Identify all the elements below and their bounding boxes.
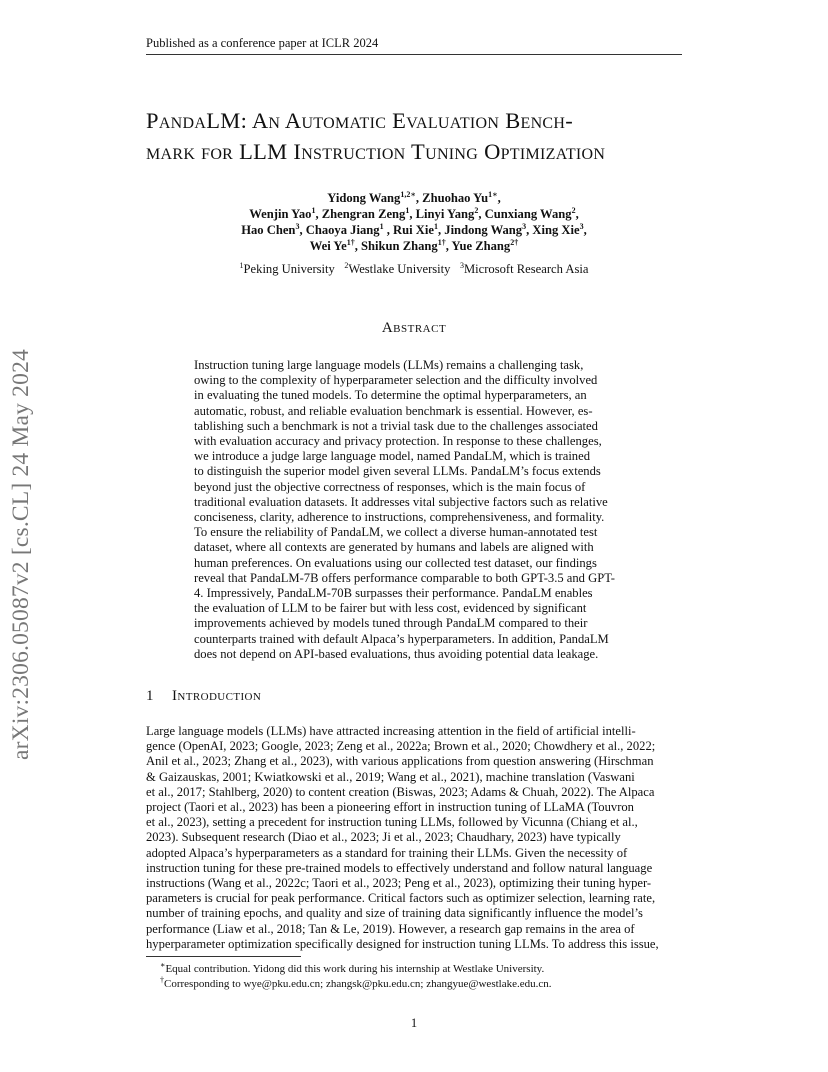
page-number: 1	[410, 1016, 418, 1030]
title-line-1: PandaLM: An Automatic Evaluation Bench-	[146, 108, 574, 133]
author-name: Zhengran Zeng	[321, 207, 406, 221]
intro-line: hyperparameter optimization specifically designed for instruction tuning LLMs. To address this issue,	[146, 936, 659, 951]
footnote-text: Corresponding to wye@pku.edu.cn; zhangsk@pku.edu.cn; zhangyue@westlake.edu.cn.	[164, 978, 552, 990]
intro-line: instruction tuning for these pre-trained models to effectively understand and follow natural language	[146, 860, 653, 875]
section-title: Introduction	[172, 688, 262, 704]
footnote-corresponding	[160, 977, 680, 992]
footnote-mark: †	[160, 975, 164, 985]
author-name: Cunxiang Wang	[484, 207, 572, 221]
abstract-line: automatic, robust, and reliable evaluation benchmark is essential. However, es-	[194, 403, 593, 418]
author-affil-sup: 1	[311, 205, 316, 215]
abstract-line: To ensure the reliability of PandaLM, we collect a diverse human-annotated test	[194, 525, 598, 540]
intro-line: adopted Alpaca’s hyperparameters as a standard for training their LLMs. Given the necessity of	[146, 845, 628, 860]
author-line-4: Wei $Ye^{1\dagger}$, Shikun Zhang$^{1\dagger}$, Yue Zhang$^{2\dagger}$	[309, 237, 519, 253]
abstract-line: tablishing such a benchmark is not a trivial task due to the challenges associated	[194, 418, 598, 433]
author-line-2: Wenjin Yao$^1$, Zhengran Zeng$^1$, Linyi Yang$^2$, Cunxiang Wang$^2$,	[249, 205, 579, 221]
author-line-1: Yidong Wang$^{1,2∗}$, Zhuohao $Yu^{1∗}$,	[327, 189, 501, 205]
intro-line[interactable]: et al., 2023), setting a precedent for instruction tuning LLMs, followed by Vicunna (Chiang et al.,	[146, 815, 638, 830]
section-heading-introduction	[146, 688, 682, 705]
intro-line[interactable]: instructions (Wang et al., 2022c; Taori et al., 2023; Peng et al., 2023), optimizing their tuning hyper-	[146, 876, 652, 891]
intro-line: number of training epochs, and quality and size of training data significantly influence the model’s	[146, 906, 643, 921]
intro-line[interactable]: performance (Liaw et al., 2018; Tan & Le, 2019). However, a research gap remains in the area of	[146, 921, 635, 936]
abstract-line: dataset, where all contexts are generated by humans and labels are aligned with	[194, 540, 594, 555]
abstract-heading: Abstract	[381, 320, 447, 336]
affiliation-name: Microsoft Research Asia	[463, 262, 589, 276]
abstract-line: beyond just the objective correctness of responses, which is the main focus of	[194, 479, 586, 494]
author-affil-sup: 1†	[437, 237, 446, 247]
introduction-body	[146, 724, 686, 952]
author-affil-sup: 2	[571, 205, 576, 215]
affiliation-name: Peking University	[243, 262, 335, 276]
abstract-line: with evaluation accuracy and privacy protection. In response to these challenges,	[194, 434, 602, 449]
affiliation-sup: 3	[459, 260, 464, 270]
abstract-line: to distinguish the superior model given several LLMs. PandaLM’s focus extends	[194, 464, 601, 479]
intro-line[interactable]: & Gaizauskas, 2001; Kwiatkowski et al., 2019; Wang et al., 2021), machine translation (Vaswani	[146, 769, 635, 784]
author-affil-sup: 1∗	[488, 189, 498, 199]
abstract-line: human preferences. On evaluations using our collected test dataset, our findings	[194, 555, 597, 570]
abstract-line: conciseness, clarity, adherence to instructions, comprehensiveness, and formality.	[194, 510, 605, 525]
footnote-divider	[146, 956, 301, 957]
footnote-mark: ∗	[160, 960, 166, 970]
author-name: Xing Xie	[532, 223, 580, 237]
author-name: Yue Zhang	[451, 239, 511, 253]
abstract-line: the evaluation of LLM to be fairer but with less cost, evidenced by significant	[194, 601, 587, 616]
author-name: Linyi Yang	[415, 207, 475, 221]
author-name: Chaoya Jiang	[305, 223, 380, 237]
affiliation-name: Westlake University	[348, 262, 451, 276]
author-affil-sup: 3	[579, 221, 584, 231]
intro-line[interactable]: et al., 2017; Stahlberg, 2020) to content creation (Biswas, 2023; Adams & Chuah, 2022). The Alpaca	[146, 784, 655, 799]
footnote-text: Equal contribution. Yidong did this work during his internship at Westlake University.	[165, 963, 545, 975]
author-name: Wenjin Yao	[249, 207, 312, 221]
footnote-equal-contribution	[160, 962, 680, 977]
abstract-line: owing to the complexity of hyperparameter selection and the difficulty involved	[194, 373, 598, 388]
abstract-line: improvements achieved by models tuned through PandaLM compared to their	[194, 616, 588, 631]
intro-line[interactable]: 2023). Subsequent research (Diao et al., 2023; Ji et al., 2023; Chaudhary, 2023) have typically	[146, 830, 621, 845]
author-affil-sup: 1,2∗	[400, 189, 416, 199]
author-name: Zhuohao Yu	[422, 191, 489, 205]
intro-line[interactable]: gence (OpenAI, 2023; Google, 2023; Zeng et al., 2022a; Brown et al., 2020; Chowdhery et al., 2022;	[146, 739, 656, 754]
author-name: Hao Chen	[241, 223, 296, 237]
arxiv-identifier-stamp[interactable]: arXiv:2306.05087v2 [cs.CL] 24 May 2024	[8, 349, 34, 760]
author-name: Shikun Zhang	[361, 239, 438, 253]
abstract-line: does not depend on API-based evaluations, thus avoiding potential data leakage.	[194, 646, 599, 661]
abstract-line: in evaluating the tuned models. To determine the optimal hyperparameters, an	[194, 388, 587, 403]
intro-line[interactable]: Anil et al., 2023; Zhang et al., 2023), with various applications from question answering (Hirschman	[146, 754, 654, 769]
abstract-line: 4. Impressively, PandaLM-70B surpasses their performance. PandaLM enables	[194, 586, 593, 601]
author-affil-sup: 1	[405, 205, 410, 215]
author-affil-sup: 2†	[510, 237, 519, 247]
author-affil-sup: 3	[522, 221, 527, 231]
section-number: 1	[146, 688, 154, 704]
footnotes	[160, 962, 680, 992]
author-affil-sup: 1†	[346, 237, 355, 247]
author-affil-sup: 2	[474, 205, 479, 215]
abstract-line: we introduce a judge large language model, named PandaLM, which is trained	[194, 449, 590, 464]
abstract-line: traditional evaluation datasets. It addresses vital subjective factors such as relative	[194, 494, 608, 509]
abstract-line: counterparts trained with default Alpaca’s hyperparameters. In addition, PandaLM	[194, 631, 609, 646]
title-line-2: mark for LLM Instruction Tuning Optimization	[146, 139, 606, 164]
author-affil-sup: 1	[379, 221, 384, 231]
paper-title	[146, 105, 686, 167]
author-affil-sup: 3	[295, 221, 300, 231]
intro-line: Large language models (LLMs) have attracted increasing attention in the field of artificial intelli-	[146, 724, 636, 738]
abstract-line: Instruction tuning large language models (LLMs) remains a challenging task,	[194, 358, 584, 372]
author-list	[146, 190, 682, 254]
running-header: Published as a conference paper at ICLR 2024	[146, 36, 682, 55]
intro-line[interactable]: project (Taori et al., 2023) has been a pioneering effort in instruction tuning of LLaMA (Touvron	[146, 800, 634, 815]
author-name: Rui Xie	[393, 223, 434, 237]
affiliation-sup: 2	[344, 260, 349, 270]
author-affil-sup: 1	[433, 221, 438, 231]
abstract-body	[194, 358, 634, 662]
affiliation-sup: 1	[239, 260, 244, 270]
author-name: Jindong Wang	[444, 223, 523, 237]
author-name: Yidong Wang	[327, 191, 401, 205]
affiliations	[146, 262, 682, 277]
abstract-line: reveal that PandaLM-7B offers performance comparable to both GPT-3.5 and GPT-	[194, 570, 615, 585]
author-line-3: Hao Chen$^3$, Chaoya Jiang$^1$ , Rui Xie$^1$, Jindong Wang$^3$, Xing Xie$^3$,	[241, 221, 587, 237]
author-name: Wei Ye	[309, 239, 347, 253]
intro-line: parameters is crucial for peak performance. Critical factors such as optimizer selection, learning rate,	[146, 891, 656, 906]
